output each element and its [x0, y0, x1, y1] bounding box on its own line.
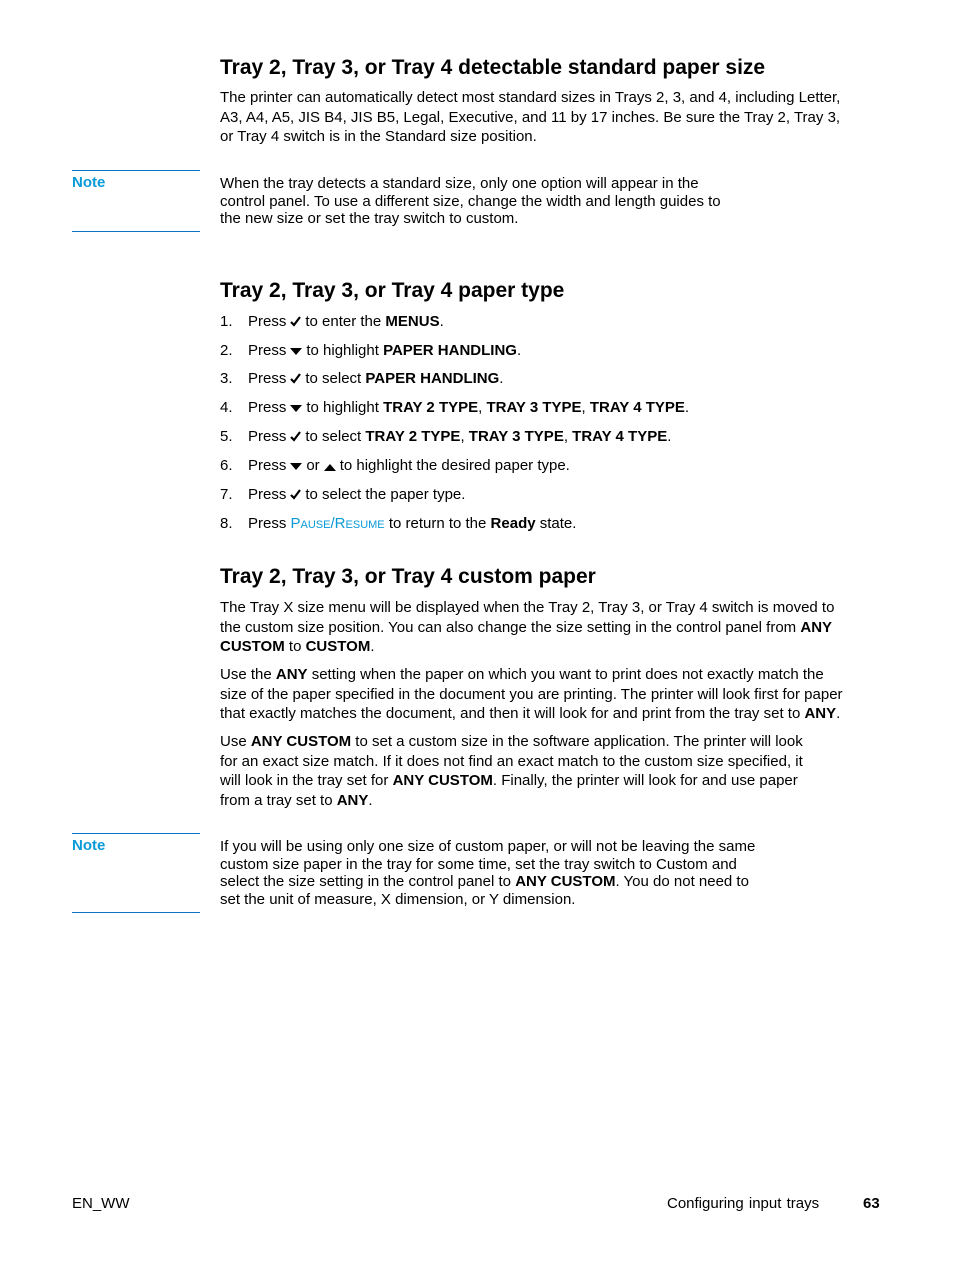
note-top-rule — [72, 833, 200, 834]
note-line: control panel. To use a different size, change the width and length guides to — [220, 192, 721, 210]
text-run: . Finally, the printer will look for and use paper — [492, 772, 798, 789]
step-text: to return to the — [388, 515, 487, 532]
note-bottom-rule — [72, 912, 200, 913]
menu-item-name: PAPER HANDLING — [365, 370, 500, 387]
step-end: state. — [535, 515, 577, 532]
custom-paragraph-3 — [220, 732, 803, 810]
step-6 — [220, 456, 570, 476]
pause-resume-key — [291, 515, 385, 532]
text-run: to set a custom size in the software application. The printer will look — [351, 733, 803, 750]
separator: , — [581, 399, 590, 416]
step-end: . — [439, 313, 444, 330]
key-letter: P — [290, 515, 301, 532]
key-letter: R — [334, 515, 346, 532]
state-name: Ready — [490, 515, 536, 532]
paragraph-line: for an exact size match. If it does not find an exact match to the custom size specified, it — [220, 752, 803, 770]
check-icon — [290, 313, 301, 332]
note-line: custom size paper in the tray for some time, set the tray switch to Custom and — [220, 855, 737, 873]
up-arrow-icon — [324, 457, 336, 476]
key-letters: AUSE — [300, 519, 331, 531]
step-number: 2. — [220, 342, 233, 359]
step-end: . — [499, 370, 504, 387]
separator: , — [563, 428, 573, 445]
note-line — [220, 873, 800, 891]
note-line: set the unit of measure, X dimension, or Y dimension. — [220, 890, 576, 908]
step-number: 8. — [220, 515, 233, 532]
down-arrow-icon — [290, 399, 302, 418]
section-heading-detectable-size: Tray 2, Tray 3, or Tray 4 detectable standard paper size — [220, 56, 766, 79]
paragraph-line — [220, 771, 803, 791]
step-press: Press — [248, 342, 287, 359]
note-line: the new size or set the tray switch to custom. — [220, 210, 519, 227]
paragraph-line: A3, A4, A5, JIS B4, JIS B5, Legal, Executive, and 11 by 17 inches. Be sure the Tray 2, Tray 3, — [220, 108, 841, 126]
step-press: Press — [248, 370, 287, 387]
step-4 — [220, 398, 689, 418]
step-number: 1. — [220, 313, 233, 330]
key-slash: / — [330, 515, 335, 532]
note-text — [220, 175, 800, 228]
bold-run: ANY — [804, 705, 837, 722]
menu-item-name: MENUS — [385, 313, 440, 330]
step-or: or — [306, 457, 320, 474]
step-5 — [220, 427, 671, 447]
paragraph-line — [220, 791, 803, 811]
text-run: select the size setting in the control panel to — [220, 873, 516, 890]
text-run: . — [836, 705, 841, 722]
custom-paragraph-1 — [220, 598, 834, 657]
down-arrow-icon — [290, 457, 302, 476]
section-heading-paper-type: Tray 2, Tray 3, or Tray 4 paper type — [220, 279, 565, 302]
text-run: setting when the paper on which you want to print does not exactly match the — [307, 666, 824, 683]
menu-item-name: TRAY 4 TYPE — [572, 428, 668, 445]
step-text: to select the paper type. — [305, 486, 466, 503]
menu-item-name: TRAY 3 TYPE — [468, 428, 564, 445]
paragraph-line: size of the paper specified in the document you are printing. The printer will look first for paper — [220, 685, 843, 703]
page-number: 63 — [863, 1195, 880, 1212]
paragraph-line — [220, 665, 843, 685]
check-icon — [290, 428, 301, 447]
step-text: to enter the — [305, 313, 382, 330]
step-number: 5. — [220, 428, 233, 445]
bold-run: ANY CUSTOM — [515, 873, 616, 890]
note-line: If you will be using only one size of custom paper, or will not be leaving the same — [220, 838, 756, 855]
text-run: Use — [220, 733, 251, 750]
down-arrow-icon — [290, 342, 302, 361]
separator: , — [478, 399, 487, 416]
step-text: to select — [305, 370, 362, 387]
section-paragraph — [220, 88, 890, 147]
text-run: will look in the tray set for — [220, 772, 393, 789]
bold-run: ANY CUSTOM — [250, 733, 352, 750]
text-run: . — [368, 791, 373, 809]
menu-item-name: TRAY 3 TYPE — [486, 399, 582, 416]
menu-item-name: PAPER HANDLING — [383, 342, 517, 359]
step-text: to highlight — [306, 399, 379, 416]
step-7 — [220, 485, 465, 505]
step-press: Press — [248, 457, 287, 474]
paragraph-line — [220, 618, 834, 638]
paragraph-line — [220, 637, 834, 657]
step-end: . — [684, 399, 690, 416]
step-text: to highlight — [306, 342, 379, 359]
text-run: from a tray set to — [220, 791, 337, 809]
text-run: Use the — [220, 666, 276, 683]
step-number: 7. — [220, 486, 233, 503]
bold-run: CUSTOM — [305, 638, 371, 655]
step-number: 4. — [220, 399, 233, 416]
text-run: to — [284, 638, 306, 655]
paragraph-line: The printer can automatically detect most standard sizes in Trays 2, 3, and 4, including Letter, — [220, 89, 841, 106]
menu-item-name: TRAY 2 TYPE — [383, 399, 479, 416]
text-run: that exactly matches the document, and then it will look for and print from the tray set to — [220, 705, 805, 722]
menu-item-name: TRAY 4 TYPE — [589, 399, 685, 416]
step-number: 6. — [220, 457, 233, 474]
bold-run: ANY — [336, 791, 369, 809]
step-1 — [220, 312, 444, 332]
step-text: to highlight the desired paper type. — [339, 457, 570, 474]
step-8 — [220, 514, 576, 535]
step-2 — [220, 341, 521, 361]
custom-paragraph-2 — [220, 665, 843, 724]
menu-item-name: TRAY 2 TYPE — [365, 428, 461, 445]
bold-run: ANY — [275, 666, 308, 683]
bold-run: CUSTOM — [220, 638, 285, 655]
note-top-rule — [72, 170, 200, 171]
step-number: 3. — [220, 370, 233, 387]
section-heading-custom-paper: Tray 2, Tray 3, or Tray 4 custom paper — [220, 565, 596, 588]
paragraph-line — [220, 704, 843, 724]
text-run: . — [370, 638, 375, 655]
step-press: Press — [248, 428, 287, 445]
note-text — [220, 838, 800, 908]
paragraph-line: or Tray 4 switch is in the Standard size position. — [220, 128, 537, 145]
check-icon — [290, 370, 301, 389]
text-run: . You do not need to — [615, 873, 749, 890]
note-label: Note — [72, 174, 106, 191]
note-label: Note — [72, 837, 106, 854]
step-text: to select — [305, 428, 362, 445]
key-letters: ESUME — [345, 519, 385, 531]
step-end: . — [516, 342, 522, 359]
step-press: Press — [248, 515, 287, 532]
bold-run: ANY — [800, 618, 833, 636]
step-press: Press — [248, 399, 287, 416]
bold-run: ANY CUSTOM — [392, 772, 493, 789]
paragraph-line: The Tray X size menu will be displayed when the Tray 2, Tray 3, or Tray 4 switch is moved to — [220, 599, 835, 616]
step-press: Press — [248, 313, 287, 330]
step-3 — [220, 369, 503, 389]
footer-section-title: Configuring input trays — [667, 1195, 820, 1212]
note-line: When the tray detects a standard size, only one option will appear in the — [220, 175, 699, 192]
text-run: the custom size position. You can also change the size setting in the control panel from — [220, 618, 801, 636]
note-bottom-rule — [72, 231, 200, 232]
separator: , — [460, 428, 469, 445]
footer-edition: EN_WW — [72, 1195, 130, 1212]
step-press: Press — [248, 486, 287, 503]
step-end: . — [667, 428, 672, 445]
check-icon — [290, 486, 301, 505]
paragraph-line — [220, 732, 803, 752]
